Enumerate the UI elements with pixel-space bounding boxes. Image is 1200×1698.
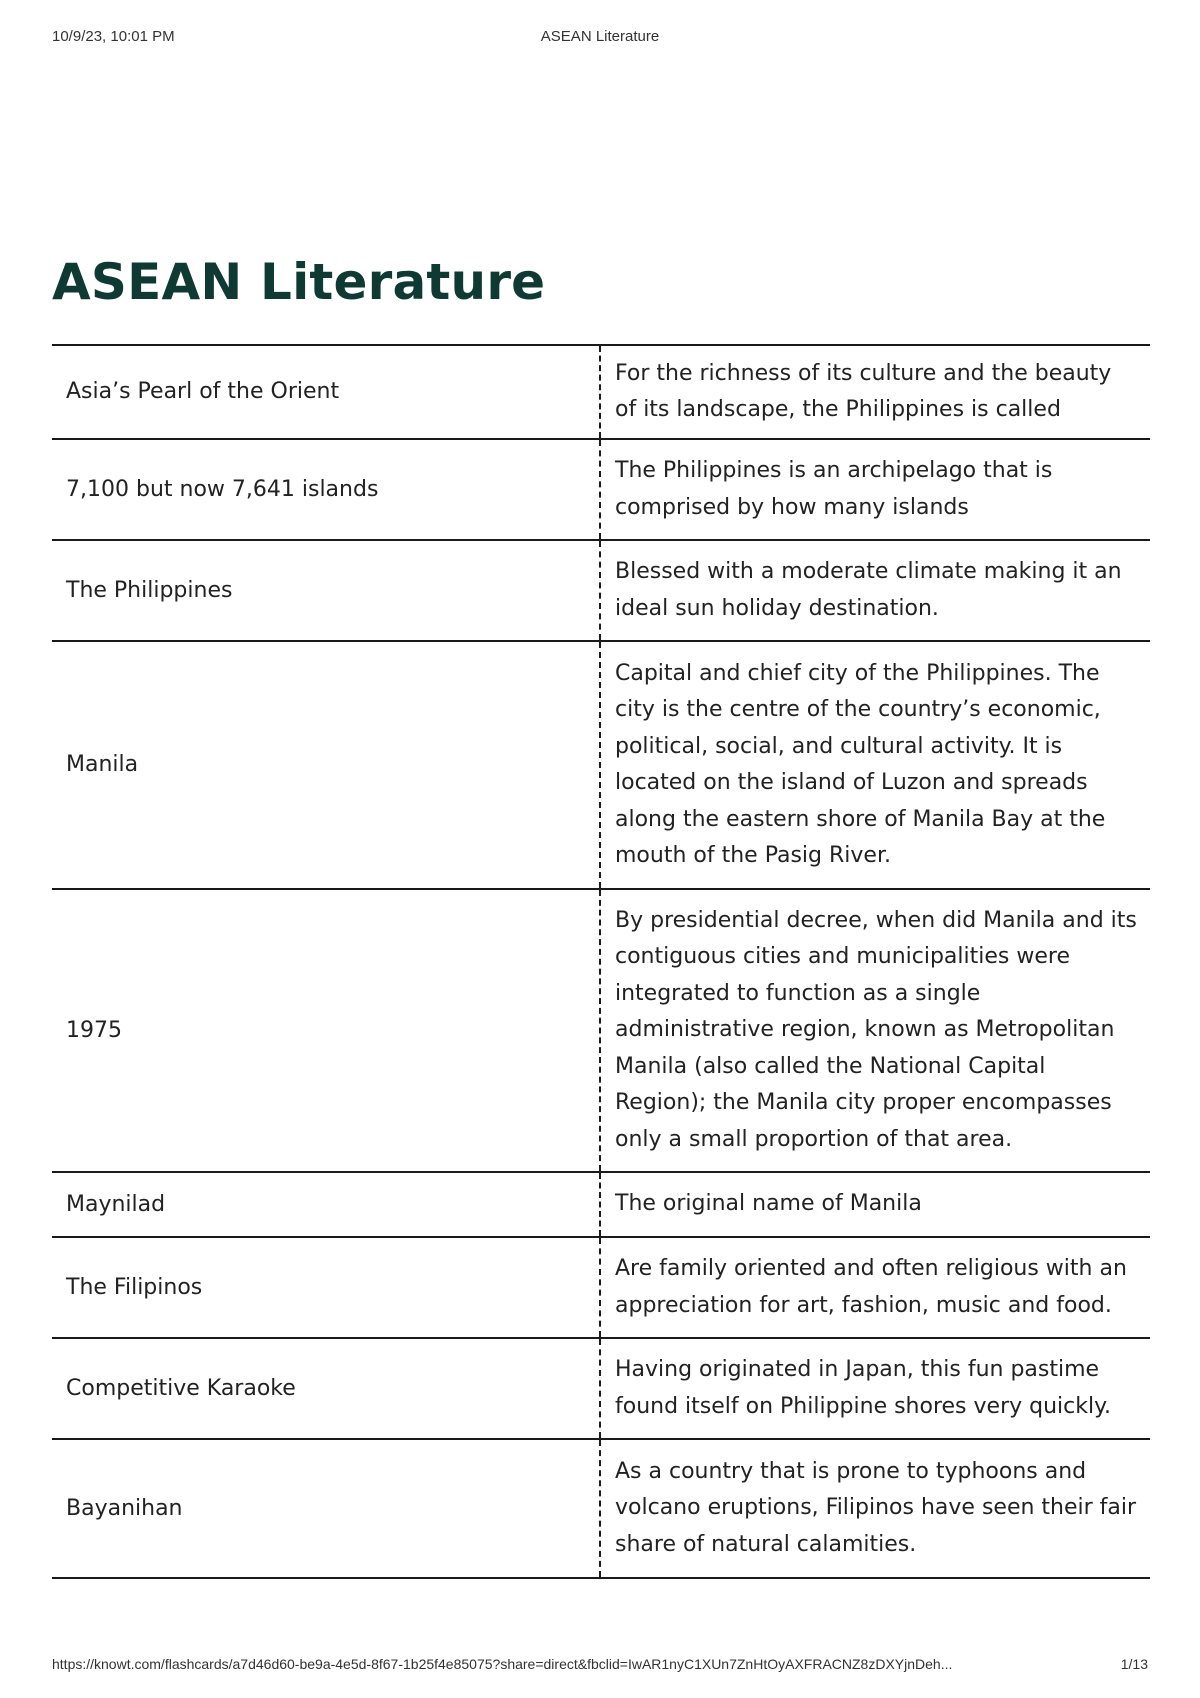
print-footer: [52, 1656, 1148, 1676]
flashcard-term: Bayanihan: [52, 1440, 601, 1577]
flashcard-row: [52, 642, 1150, 890]
flashcard-term: Asia’s Pearl of the Orient: [52, 346, 601, 438]
print-header: [52, 28, 1148, 48]
flashcard-table: [52, 344, 1150, 1579]
flashcard-definition: Capital and chief city of the Philippines. The city is the centre of the country’s economic, political, social, and cultural activity. It is located on the island of Luzon and spreads along the eastern shore of Manila Bay at the mouth of the Pasig River.: [615, 660, 1106, 868]
flashcard-term: The Philippines: [52, 541, 601, 640]
flashcard-term: Competitive Karaoke: [52, 1339, 601, 1438]
flashcard-term: Manila: [52, 642, 601, 888]
flashcard-row: [52, 440, 1150, 541]
page-url: https://knowt.com/flashcards/a7d46d60-be9a-4e5d-8f67-1b25f4e85075?share=direct&fbclid=IwAR1nyC1XUn7ZnHtOyAXFRACNZ8zDXYjnDeh...: [52, 1656, 953, 1672]
page-title: ASEAN Literature: [52, 253, 546, 311]
flashcard-row: [52, 1238, 1150, 1339]
flashcard-row: [52, 346, 1150, 440]
flashcard-definition: Are family oriented and often religious with an appreciation for art, fashion, music and food.: [615, 1256, 1127, 1318]
flashcard-term: The Filipinos: [52, 1238, 601, 1337]
flashcard-row: [52, 890, 1150, 1173]
flashcard-definition: For the richness of its culture and the beauty of its landscape, the Philippines is called: [615, 360, 1112, 422]
flashcard-row: [52, 541, 1150, 642]
flashcard-definition: As a country that is prone to typhoons and volcano eruptions, Filipinos have seen their fair share of natural calamities.: [615, 1458, 1137, 1557]
flashcard-definition: The Philippines is an archipelago that is comprised by how many islands: [615, 458, 1053, 520]
flashcard-term: 7,100 but now 7,641 islands: [52, 440, 601, 539]
flashcard-definition: The original name of Manila: [615, 1191, 922, 1217]
flashcard-definition: Having originated in Japan, this fun pastime found itself on Philippine shores very quickly.: [615, 1357, 1111, 1419]
flashcard-term: 1975: [52, 890, 601, 1171]
print-datetime: 10/9/23, 10:01 PM: [52, 28, 175, 45]
flashcard-definition: Blessed with a moderate climate making it an ideal sun holiday destination.: [615, 559, 1122, 621]
flashcard-row: [52, 1440, 1150, 1579]
flashcard-row: [52, 1173, 1150, 1238]
flashcard-definition: By presidential decree, when did Manila and its contiguous cities and municipalities were integrated to function as a single administrative region, known as Metropolitan Manila (also called the National Capital Region); the Manila city proper encompasses only a small proportion of that area.: [615, 907, 1137, 1152]
print-header-title: ASEAN Literature: [540, 28, 660, 45]
flashcard-term: Maynilad: [52, 1173, 601, 1236]
flashcard-row: [52, 1339, 1150, 1440]
page-number: 1/13: [1120, 1656, 1148, 1672]
